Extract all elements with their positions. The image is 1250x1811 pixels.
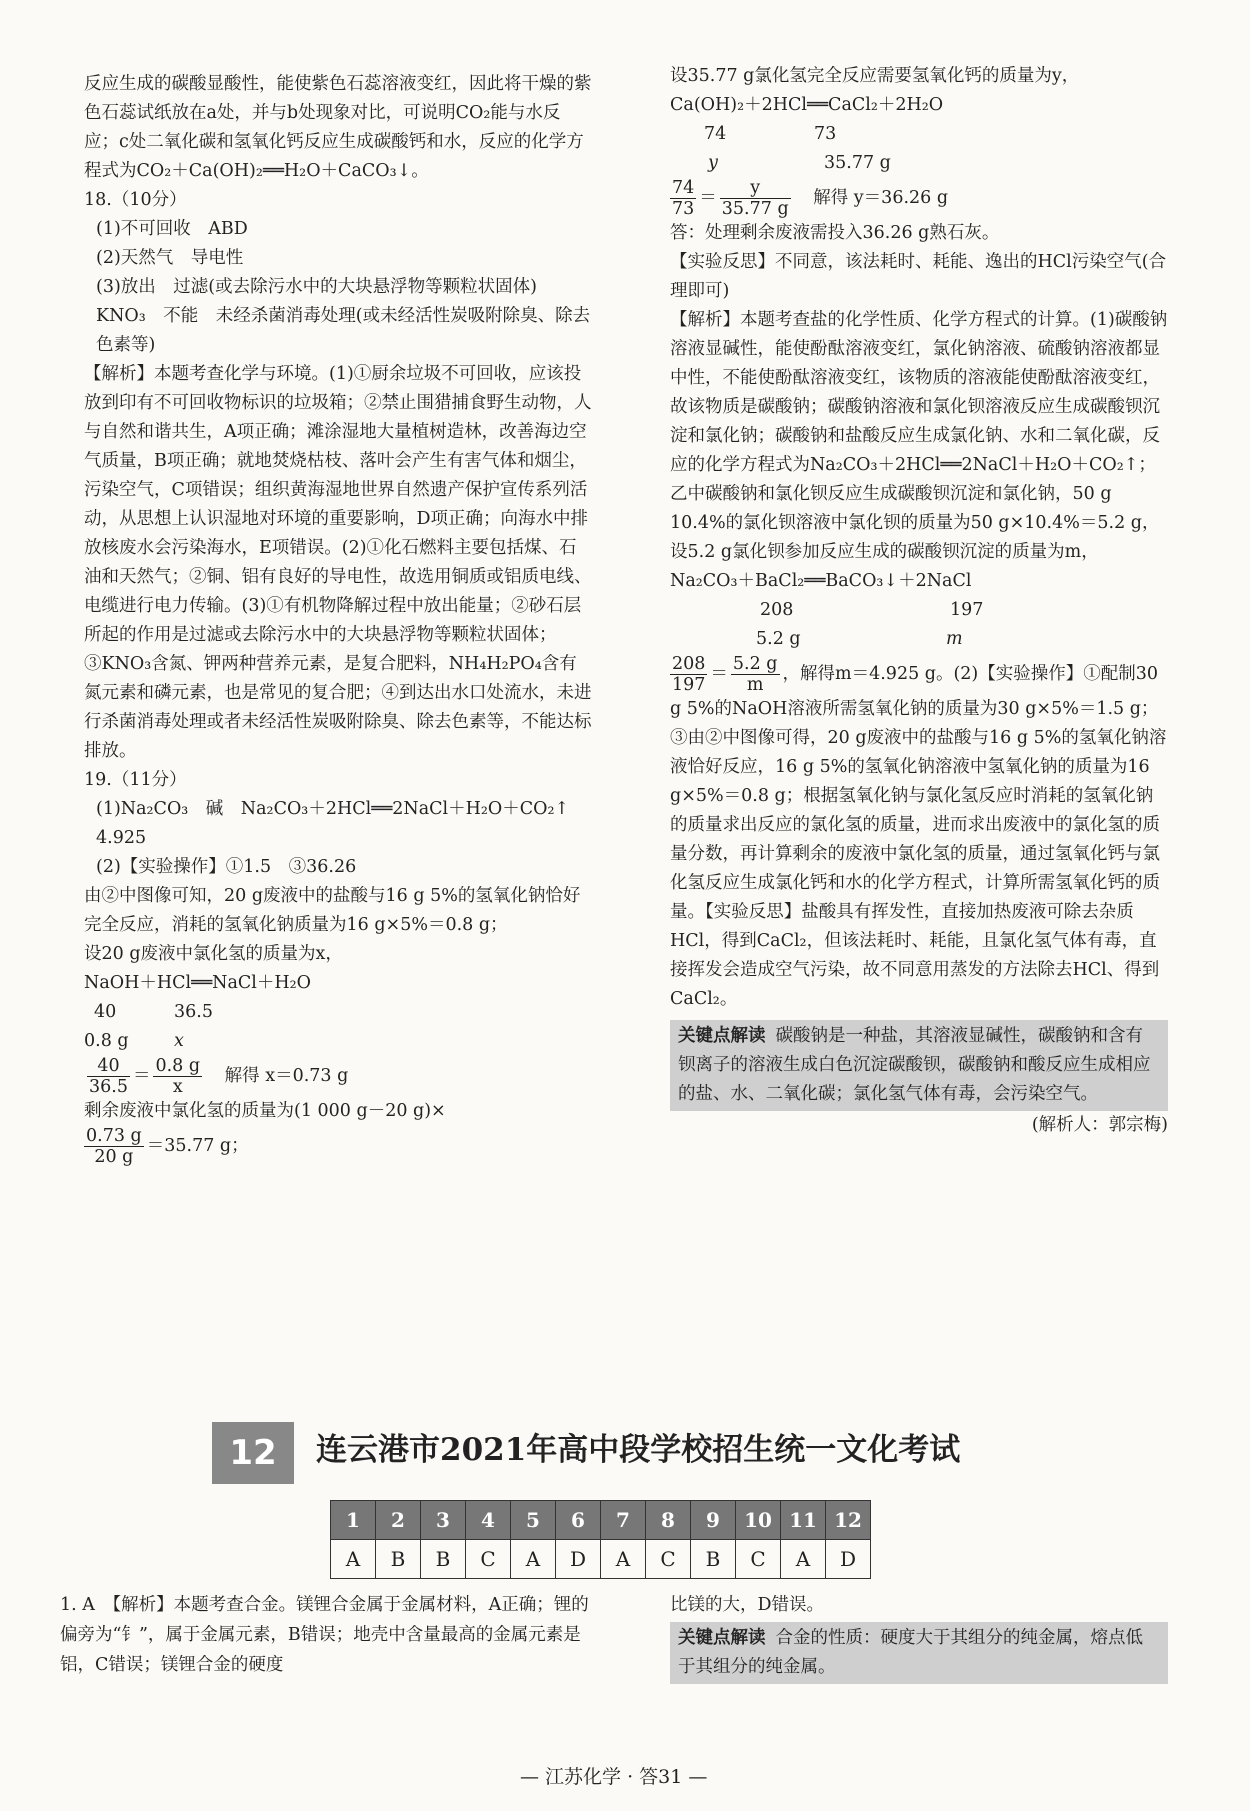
answer-table [330, 1500, 871, 1579]
page-footer: — 江苏化学 · 答31 — [520, 1766, 708, 1788]
fraction: $\frac{5.2 g}{m}$ [732, 654, 778, 695]
paragraph: 由②中图像可知，20 g废液中的盐酸与16 g 5%的氢氧化钠恰好完全反应，消耗的氢氧化钠质量为16 g×5%＝0.8 g； [84, 886, 581, 935]
answer-cell: D [556, 1540, 601, 1579]
analysis: 【解析】本题考查化学与环境。(1)①厨余垃圾不可回收，应该投放到印有不可回收物标识的垃圾箱；②禁止围猎捕食野生动物，人与自然和谐共生，A项正确；滩涂湿地大量植树造林，改善海边空气质量，B项正确；就地焚烧枯枝、落叶会产生有害气体和烟尘，污染空气，C项错误；组织黄海湿地世界自然遗产保护宣传系列活动，从思想上认识湿地对环境的重要影响，D项正确；向海水中排放核废水会污染海水，E项错误。(2)①化石燃料主要包括煤、石油和天然气；②铜、铝有良好的导电性，故选用铜质或铝质电线、电缆进行电力传输。(3)①有机物降解过程中放出能量；②砂石层所起的作用是过滤或去除污水中的大块悬浮物等颗粒状固体；③KNO₃含氮、钾两种营养元素，是复合肥料，NH₄H₂PO₄含有氮元素和磷元素，也是常见的复合肥；④到达出水口处流水，未进行杀菌消毒处理或者未经活性炭吸附除臭、除去色素等，不能达标排放。 [84, 364, 592, 761]
fraction-line: $\frac{0.73 g}{20 g}$ ＝35.77 g； [86, 1126, 249, 1167]
question-number-cell: 11 [781, 1501, 826, 1540]
question-1-analysis: 1. A 【解析】本题考查合金。镁锂合金属于金属材料，A正确；锂的偏旁为“钅”，属于金属元素，B错误；地壳中含量最高的金属元素是铝，C错误；镁锂合金的硬度 [60, 1595, 589, 1675]
fraction: $\frac{208}{197}$ [672, 654, 706, 695]
question-number-cell: 4 [466, 1501, 511, 1540]
answer-cell: A [781, 1540, 826, 1579]
question-number-cell: 10 [736, 1501, 781, 1540]
right-column [670, 62, 1168, 1140]
question-1-continuation: 比镁的大，D错误。 关键点解读 合金的性质：硬度大于其组分的纯金属，熔点低于其组分的纯金属。 [670, 1590, 1168, 1684]
fraction: $\frac{74}{73}$ [672, 178, 695, 219]
answer-cell: B [691, 1540, 736, 1579]
mass-row: 5.2 g m [756, 629, 963, 649]
fraction: $\frac{0.73 g}{20 g}$ [86, 1126, 142, 1167]
question-18-header: 18.（10分） [84, 190, 187, 210]
paragraph: 剩余废液中氯化氢的质量为(1 000 g－20 g)× [84, 1101, 446, 1121]
answer-cell: A [331, 1540, 376, 1579]
mass-row: 0.8 g x [84, 1031, 184, 1051]
fraction-line: $\frac{74}{73}$ ＝ $\frac{y}{35.77 g}$ 解得 y＝36.26 g [672, 178, 949, 219]
fraction: $\frac{40}{36.5}$ [89, 1056, 128, 1097]
paragraph: $\frac{208}{197}$ ＝ $\frac{5.2 g}{m}$ ，解得m＝4.925 g。(2)【实验操作】①配制30 g 5%的NaOH溶液所需氢氧化钠的质量为30 g×5%＝1.5 g；③由②中图像可得，20 g废液中的盐酸与16 g 5%的氢氧化钠溶液恰好反应，16 g 5%的氢氧化钠溶液中氢氧化钠的质量为16 g×5%＝0.8 g；根据氢氧化钠与氯化氢反应时消耗的氢氧化钠的质量求出反应的氯化氢的质量，进而求出废液中的氯化氢的质量分数，再计算剩余的废液中氯化氢的质量，通过氢氧化钙与氯化氢反应生成氯化钙和水的化学方程式，计算所需氢氧化钙的质量。【实验反思】盐酸具有挥发性，直接加热废液可除去杂质HCl，得到CaCl₂，但该法耗时、耗能，且氯化氢气体有毒，直接挥发会造成空气污染，故不同意用蒸发的方法除去HCl、得到CaCl₂。 [670, 654, 1167, 1009]
mass-row: 208 197 [760, 600, 984, 620]
key-point-box: 关键点解读 碳酸钠是一种盐，其溶液显碱性，碳酸钠和含有钡离子的溶液生成白色沉淀碳酸钡，碳酸钠和酸反应生成相应的盐、水、二氧化碳；氯化氢气体有毒，会污染空气。 [670, 1020, 1168, 1111]
question-number-cell: 7 [601, 1501, 646, 1540]
answer-cell: B [376, 1540, 421, 1579]
section-number: 12 [212, 1422, 294, 1484]
question-number-cell: 9 [691, 1501, 736, 1540]
mass-row: y 35.77 g [708, 153, 891, 173]
answer-cell: C [736, 1540, 781, 1579]
mass-row: 40 36.5 [94, 1002, 213, 1022]
answer-cell: C [646, 1540, 691, 1579]
answer-table-header [331, 1501, 871, 1540]
key-point-label: 关键点解读 [678, 1026, 766, 1046]
answer-line: (3)放出 过滤(或去除污水中的大块悬浮物等颗粒状固体) KNO₃ 不能 未经杀菌消毒处理(或未经活性炭吸附除臭、除去色素等) [96, 277, 591, 355]
answer-line: (1)Na₂CO₃ 碱 Na₂CO₃＋2HCl══2NaCl＋H₂O＋CO₂↑ 4.925 [96, 799, 587, 848]
question-number-cell: 8 [646, 1501, 691, 1540]
key-point-label: 关键点解读 [678, 1628, 766, 1648]
left-column [84, 70, 592, 1167]
question-number-cell: 5 [511, 1501, 556, 1540]
question-number-cell: 1 [331, 1501, 376, 1540]
answer-line: (2)【实验操作】①1.5 ③36.26 [96, 857, 357, 877]
key-point-box: 关键点解读 合金的性质：硬度大于其组分的纯金属，熔点低于其组分的纯金属。 [670, 1622, 1168, 1684]
answer-cell: A [511, 1540, 556, 1579]
answer-line: (1)不可回收 ABD [96, 219, 248, 239]
paragraph: 设20 g废液中氯化氢的质量为x， [84, 944, 343, 964]
equation: Na₂CO₃＋BaCl₂══BaCO₃↓＋2NaCl [670, 571, 972, 591]
answer-cell: C [466, 1540, 511, 1579]
fraction: $\frac{0.8 g}{x}$ [155, 1056, 201, 1097]
answer-line: (2)天然气 导电性 [96, 248, 244, 268]
paragraph: 反应生成的碳酸显酸性，能使紫色石蕊溶液变红，因此将干燥的紫色石蕊试纸放在a处，并与b处现象对比，可说明CO₂能与水反应；c处二氧化碳和氢氧化钙反应生成碳酸钙和水，反应的化学方程式为CO₂＋Ca(OH)₂══H₂O＋CaCO₃↓。 [84, 74, 592, 181]
analyst-signature: (解析人：郭宗梅) [1031, 1115, 1168, 1135]
mass-row: 74 73 [704, 124, 837, 144]
question-number-cell: 6 [556, 1501, 601, 1540]
section-title: 连云港市2021年高中段学校招生统一文化考试 [316, 1432, 961, 1468]
answer-table-row [331, 1540, 871, 1579]
equation: Ca(OH)₂＋2HCl══CaCl₂＋2H₂O [670, 95, 944, 115]
fraction-line: $\frac{40}{36.5}$ ＝ $\frac{0.8 g}{x}$ 解得 x＝0.73 g [89, 1056, 349, 1097]
question-number-cell: 2 [376, 1501, 421, 1540]
question-number-cell: 3 [421, 1501, 466, 1540]
paragraph: 设35.77 g氯化氢完全反应需要氢氧化钙的质量为y， [670, 66, 1080, 86]
answer-cell: A [601, 1540, 646, 1579]
equation: NaOH＋HCl══NaCl＋H₂O [84, 973, 312, 993]
answer-cell: D [826, 1540, 871, 1579]
answer-statement: 答：处理剩余废液需投入36.26 g熟石灰。 [670, 223, 1000, 243]
section-header [212, 1414, 1042, 1484]
analysis: 【解析】本题考查盐的化学性质、化学方程式的计算。(1)碳酸钠溶液显碱性，能使酚酞溶液变红，氯化钠溶液、硫酸钠溶液都显中性，不能使酚酞溶液变红，该物质的溶液能使酚酞溶液变红，故该物质是碳酸钠；碳酸钠溶液和氯化钡溶液反应生成碳酸钡沉淀和氯化钠；碳酸钠和盐酸反应生成氯化钠、水和二氧化碳，反应的化学方程式为Na₂CO₃＋2HCl══2NaCl＋H₂O＋CO₂↑；乙中碳酸钠和氯化钡反应生成碳酸钡沉淀和氯化钠，50 g 10.4%的氯化钡溶液中氯化钡的质量为50 g×10.4%＝5.2 g，设5.2 g氯化钡参加反应生成的碳酸钡沉淀的质量为m， [670, 310, 1168, 562]
fraction: $\frac{y}{35.77 g}$ [721, 178, 789, 219]
question-19-header: 19.（11分） [84, 770, 187, 790]
question-number-cell: 12 [826, 1501, 871, 1540]
answer-cell: B [421, 1540, 466, 1579]
reflection: 【实验反思】不同意，该法耗时、耗能、逸出的HCl污染空气(合理即可) [670, 252, 1167, 301]
